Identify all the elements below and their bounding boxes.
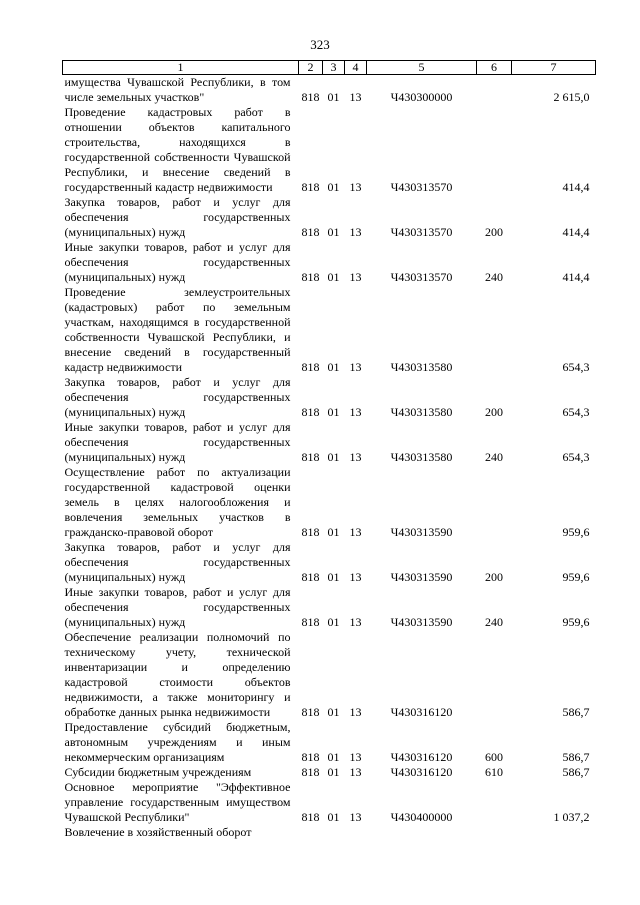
row-target-code: Ч430313590 [390,615,453,629]
row-subsection-code: 13 [349,810,362,824]
page-number: 323 [310,37,330,52]
row-target-code: Ч430313570 [390,225,453,239]
row-ministry-code: 818 [301,270,320,284]
row-ministry-code: 818 [301,525,320,539]
table-row [63,540,596,585]
row-target-code [367,825,477,840]
table-header [63,61,596,75]
row-target-code: Ч430300000 [390,90,453,104]
row-name: Иные закупки товаров, работ и услуг для обеспечения государственных (муниципальных) нужд [64,420,291,464]
row-target-code: Ч430316120 [390,705,453,719]
row-subsection-code [345,825,367,840]
table-row [63,105,596,195]
row-ministry-code: 818 [301,180,320,194]
row-target-code: Ч430400000 [390,810,453,824]
row-ministry-code: 818 [301,615,320,629]
row-amount: 654,3 [562,405,590,419]
row-target-code: Ч430316120 [390,765,453,779]
row-section-code: 01 [327,225,340,239]
row-ministry-code: 818 [301,810,320,824]
row-amount: 959,6 [562,570,590,584]
row-subsection-code: 13 [349,765,362,779]
table-row [63,240,596,285]
row-expense-type [477,630,512,720]
row-subsection-code: 13 [349,450,362,464]
row-ministry-code: 818 [301,450,320,464]
row-target-code: Ч430313570 [390,180,453,194]
row-subsection-code: 13 [349,615,362,629]
row-section-code: 01 [327,705,340,719]
row-section-code [323,825,345,840]
row-target-code: Ч430316120 [390,750,453,764]
row-subsection-code: 13 [349,270,362,284]
column-header-section: 3 [323,61,345,75]
row-subsection-code: 13 [349,705,362,719]
row-ministry-code [299,825,323,840]
row-section-code: 01 [327,570,340,584]
row-subsection-code: 13 [349,405,362,419]
table-row [63,375,596,420]
row-amount [512,825,596,840]
row-name: Закупка товаров, работ и услуг для обеспечения государственных (муниципальных) нужд [64,375,291,419]
row-section-code: 01 [327,615,340,629]
table-row [63,720,596,765]
column-header-target: 5 [367,61,477,75]
row-ministry-code: 818 [301,570,320,584]
row-ministry-code: 818 [301,360,320,374]
header-row [63,61,596,75]
row-name: Закупка товаров, работ и услуг для обеспечения государственных (муниципальных) нужд [64,540,291,584]
row-section-code: 01 [327,450,340,464]
table-body [63,75,596,841]
table-row [63,585,596,630]
row-expense-type: 200 [485,405,503,419]
table-row [63,75,596,106]
row-name: Закупка товаров, работ и услуг для обеспечения государственных (муниципальных) нужд [64,195,291,239]
table-row [63,780,596,825]
row-name: Проведение кадастровых работ в отношении объектов капитального строительства, находящихся в государственной собственности Чувашской Республики, и внесение сведений в государственный кадастр недвижимости [64,105,291,194]
row-amount: 586,7 [562,750,590,764]
row-section-code: 01 [327,180,340,194]
column-header-name: 1 [63,61,299,75]
table-row [63,285,596,375]
table-row [63,195,596,240]
row-name: Обеспечение реализации полномочий по техническому учету, технической инвентаризации и определению кадастровой стоимости объектов недвижимости, а также мониторингу и обработке данных рынка недвижимости [64,630,291,719]
column-header-subsection: 4 [345,61,367,75]
row-amount: 586,7 [562,705,590,719]
row-name: имущества Чувашской Республики, в том числе земельных участков" [64,75,291,104]
column-header-amount: 7 [512,61,596,75]
row-expense-type [477,825,512,840]
row-name: Субсидии бюджетным учреждениям [64,765,252,779]
row-target-code: Ч430313580 [390,450,453,464]
row-expense-type: 200 [485,570,503,584]
row-name: Иные закупки товаров, работ и услуг для обеспечения государственных (муниципальных) нужд [64,585,291,629]
row-section-code: 01 [327,90,340,104]
row-ministry-code: 818 [301,765,320,779]
row-amount: 414,4 [562,180,590,194]
row-target-code: Ч430313590 [390,570,453,584]
row-target-code: Ч430313580 [390,405,453,419]
row-section-code: 01 [327,765,340,779]
row-section-code: 01 [327,525,340,539]
budget-table [62,60,596,840]
row-amount: 414,4 [562,225,590,239]
row-subsection-code: 13 [349,180,362,194]
row-expense-type: 610 [485,765,503,779]
row-section-code: 01 [327,405,340,419]
row-expense-type [477,285,512,375]
row-target-code: Ч430313580 [390,360,453,374]
row-amount: 414,4 [562,270,590,284]
row-name: Вовлечение в хозяйственный оборот [64,825,252,839]
row-ministry-code: 818 [301,405,320,419]
row-section-code: 01 [327,270,340,284]
row-amount: 959,6 [562,615,590,629]
table-row [63,465,596,540]
row-amount: 2 615,0 [553,90,590,104]
row-target-code: Ч430313590 [390,525,453,539]
row-subsection-code: 13 [349,525,362,539]
table-row [63,630,596,720]
row-name: Проведение землеустроительных (кадастровых) работ по земельным участкам, находящимся в государственной собственности Чувашской Республики, и внесение сведений в государственный кадастр недвижимости [64,285,291,374]
row-expense-type: 240 [485,450,503,464]
row-name: Иные закупки товаров, работ и услуг для обеспечения государственных (муниципальных) нужд [64,240,291,284]
row-expense-type [477,75,512,106]
row-target-code: Ч430313570 [390,270,453,284]
row-expense-type: 200 [485,225,503,239]
row-ministry-code: 818 [301,90,320,104]
column-header-ministry: 2 [299,61,323,75]
row-expense-type [477,465,512,540]
row-subsection-code: 13 [349,90,362,104]
row-ministry-code: 818 [301,225,320,239]
row-section-code: 01 [327,360,340,374]
column-header-expense-type: 6 [477,61,512,75]
row-ministry-code: 818 [301,750,320,764]
row-ministry-code: 818 [301,705,320,719]
row-amount: 1 037,2 [553,810,590,824]
row-expense-type: 240 [485,615,503,629]
row-amount: 654,3 [562,360,590,374]
row-subsection-code: 13 [349,750,362,764]
row-name: Осуществление работ по актуализации государственной кадастровой оценки земель в целях налогообложения и вовлечения земельных участков в гражданско-правовой оборот [64,465,291,539]
row-subsection-code: 13 [349,360,362,374]
row-amount: 586,7 [562,765,590,779]
row-expense-type: 240 [485,270,503,284]
row-amount: 959,6 [562,525,590,539]
table-row [63,765,596,780]
row-section-code: 01 [327,750,340,764]
table-row [63,825,596,840]
row-amount: 654,3 [562,450,590,464]
row-expense-type [477,105,512,195]
row-name: Предоставление субсидий бюджетным, автономным учреждениям и иным некоммерческим организациям [64,720,291,764]
row-name: Основное мероприятие "Эффективное управление государственным имуществом Чувашской Республики" [64,780,291,824]
row-subsection-code: 13 [349,570,362,584]
row-expense-type: 600 [485,750,503,764]
table-row [63,420,596,465]
row-expense-type [477,780,512,825]
row-section-code: 01 [327,810,340,824]
row-subsection-code: 13 [349,225,362,239]
